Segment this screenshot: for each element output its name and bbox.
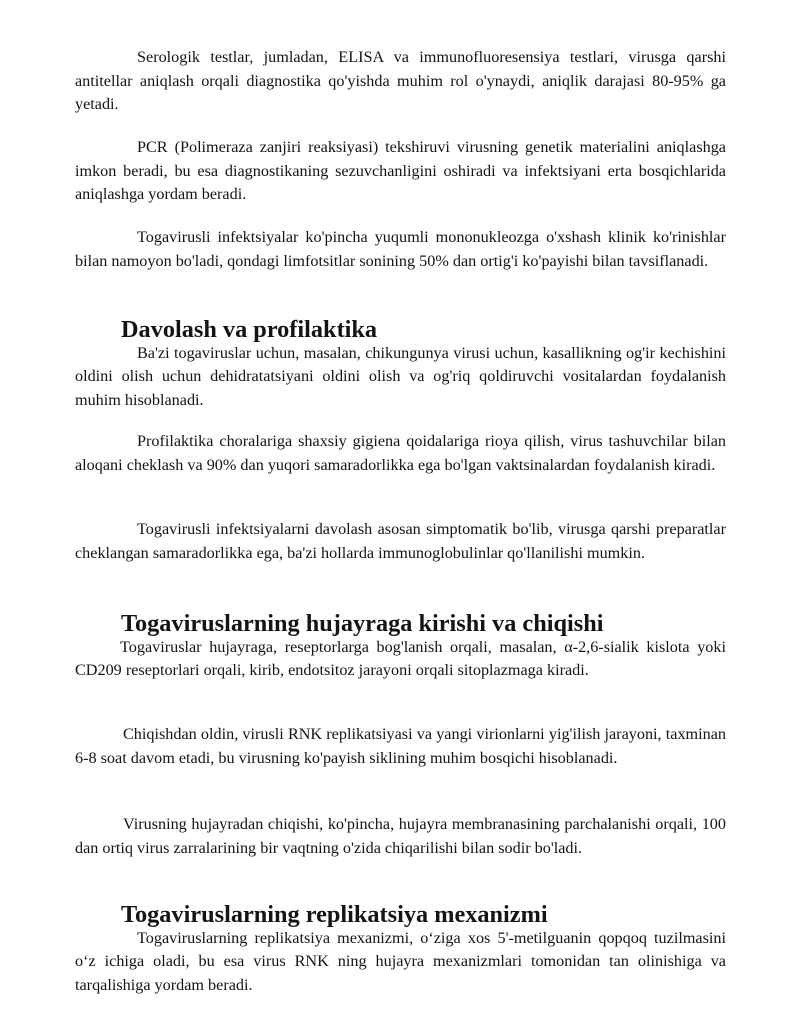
section-heading: Togaviruslarning replikatsiya mexanizmi (121, 901, 548, 928)
paragraph-text: PCR (Polimeraza zanjiri reaksiyasi) tekshiruvi virusning genetik materialini aniqlashga imkon beradi, bu esa diagnostikaning sezuvchanligini oshiradi va infektsiyani erta bosqichlarida aniqlashga yordam beradi. (75, 138, 726, 203)
section-entry-exit (75, 612, 726, 683)
paragraph-serologic-tests (75, 46, 726, 117)
section-heading: Davolash va profilaktika (121, 316, 378, 343)
section-treatment (75, 318, 726, 412)
paragraph-virus-release (75, 813, 726, 860)
paragraph-clinical-signs (75, 226, 726, 273)
paragraph-text: Chiqishdan oldin, virusli RNK replikatsiyasi va yangi virionlarni yig'ilish jarayoni, taxminan 6-8 soat davom etadi, bu virusning ko'payish siklining muhim bosqichi hisoblanadi. (75, 725, 726, 767)
paragraph-symptomatic-treatment (75, 518, 726, 565)
paragraph-text: Togavirusli infektsiyalarni davolash asosan simptomatik bo'lib, virusga qarshi preparatlar cheklangan samaradorlikka ega, ba'zi hollarda immunoglobulinlar qo'llanilishi mumkin. (75, 520, 726, 562)
paragraph-exit-timing (75, 723, 726, 770)
paragraph-prevention (75, 430, 726, 477)
paragraph-text: Togaviruslarning replikatsiya mexanizmi, o‘ziga xos 5'-metilguanin qopqoq tuzilmasini o‘z ichiga oladi, bu esa virus RNK ning hujayra mexanizmlari tomonidan tan olinishiga va tarqalishiga yordam beradi. (75, 928, 726, 994)
paragraph-text: Profilaktika choralariga shaxsiy gigiena qoidalariga rioya qilish, virus tashuvchilar bilan aloqani cheklash va 90% dan yuqori samaradorlikka ega bo'lgan vaktsinalardan foydalanish kiradi. (75, 432, 726, 474)
paragraph-text: Togaviruslar hujayraga, reseptorlarga bog'lanish orqali, masalan, α-2,6-sialik kislota yoki CD209 reseptorlari orqali, kirib, endotsitoz jarayoni orqali sitoplazmaga kiradi. (75, 637, 726, 679)
section-heading: Togaviruslarning hujayraga kirishi va chiqishi (121, 610, 604, 637)
paragraph-pcr (75, 136, 726, 207)
paragraph-text: Virusning hujayradan chiqishi, ko'pincha, hujayra membranasining parchalanishi orqali, 100 dan ortiq virus zarralarining bir vaqtning o'zida chiqarilishi bilan sodir bo'ladi. (75, 815, 726, 857)
paragraph-text: Ba'zi togaviruslar uchun, masalan, chikungunya virusi uchun, kasallikning og'ir kechishini oldini olish uchun dehidratatsiyani oldini olish va og'riq qoldiruvchi vositalardan foydalanish muhim hisoblanadi. (75, 343, 726, 409)
paragraph-text: Serologik testlar, jumladan, ELISA va immunofluoresensiya testlari, virusga qarshi antitellar aniqlash orqali diagnostika qo'yishda muhim rol o'ynaydi, aniqlik darajasi 80-95% ga yetadi. (75, 48, 726, 113)
paragraph-text: Togavirusli infektsiyalar ko'pincha yuqumli mononukleozga o'xshash klinik ko'rinishlar bilan namoyon bo'ladi, qondagi limfotsitlar sonining 50% dan ortig'i ko'payishi bilan tavsiflanadi. (75, 228, 726, 270)
section-replication (75, 903, 726, 997)
